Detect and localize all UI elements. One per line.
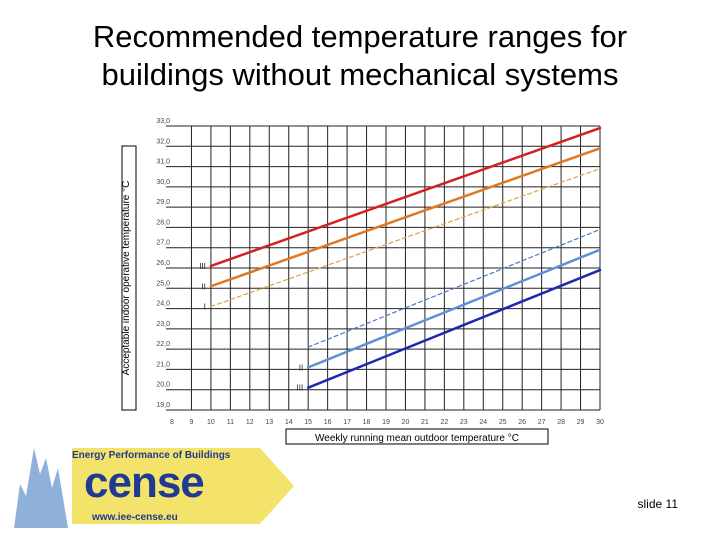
y-tick-label: 22,0 — [156, 341, 170, 349]
y-tick-label: 31,0 — [156, 158, 170, 166]
y-tick-label: 25,0 — [156, 280, 170, 288]
series-label: I — [203, 302, 206, 312]
x-tick-label: 9 — [189, 419, 194, 426]
y-tick-label: 33,0 — [156, 118, 170, 125]
x-tick-label: 8 — [170, 419, 174, 426]
slide-title-line-2: buildings without mechanical systems — [101, 57, 619, 92]
slide-number: slide 11 — [637, 497, 678, 511]
x-tick-label: 10 — [207, 419, 215, 426]
x-tick-label: 30 — [596, 419, 604, 426]
x-tick-label: 24 — [479, 419, 488, 426]
x-tick-label: 13 — [265, 419, 274, 426]
logo-wordmark: cense — [84, 458, 204, 507]
y-tick-label: 29,0 — [156, 199, 170, 207]
x-tick-label: 16 — [323, 419, 332, 426]
x-tick-label: 18 — [362, 419, 371, 426]
chart-background — [118, 112, 614, 448]
x-tick-label: 26 — [518, 419, 527, 426]
x-tick-label: 20 — [401, 419, 410, 426]
y-tick-label: 23,0 — [156, 320, 170, 328]
x-tick-label: 25 — [498, 419, 507, 426]
y-axis-label: Acceptable indoor operative temperature °C — [121, 180, 132, 376]
y-tick-label: 24,0 — [156, 300, 170, 308]
y-tick-label: 30,0 — [156, 178, 170, 186]
slide-title — [40, 18, 680, 94]
cense-logo — [12, 444, 302, 528]
x-tick-label: 15 — [304, 419, 313, 426]
series-label: II — [201, 282, 206, 292]
y-tick-label: 20,0 — [156, 381, 170, 389]
series-label: III — [199, 261, 206, 271]
x-tick-label: 28 — [557, 419, 565, 426]
y-tick-label: 21,0 — [156, 361, 170, 369]
x-tick-label: 19 — [382, 419, 390, 426]
y-tick-label: 26,0 — [156, 260, 170, 267]
temperature-chart — [118, 112, 614, 448]
series-label: II — [298, 363, 304, 373]
x-tick-label: 11 — [226, 419, 235, 426]
x-tick-label: 23 — [459, 419, 468, 426]
series-label: III — [296, 383, 304, 393]
x-tick-label: 27 — [537, 419, 546, 426]
x-tick-label: 22 — [440, 419, 449, 426]
y-tick-label: 28,0 — [156, 219, 170, 227]
x-tick-label: 12 — [245, 419, 254, 426]
slide-title-line-1: Recommended temperature ranges for — [92, 19, 628, 54]
x-tick-label: 21 — [421, 419, 429, 426]
x-tick-label: 14 — [284, 419, 293, 426]
logo-url: www.iee-cense.eu — [92, 512, 178, 523]
logo-tagline: Energy Performance of Buildings — [72, 450, 231, 461]
chart-svg — [118, 112, 614, 448]
x-axis-label: Weekly running mean outdoor temperature °C — [315, 433, 519, 444]
y-tick-label: 27,0 — [156, 239, 170, 247]
y-tick-label: 19,0 — [156, 402, 170, 409]
x-tick-label: 17 — [343, 419, 351, 426]
y-tick-label: 32,0 — [156, 138, 170, 146]
glacier-shape — [14, 448, 68, 528]
x-tick-label: 29 — [576, 419, 585, 426]
